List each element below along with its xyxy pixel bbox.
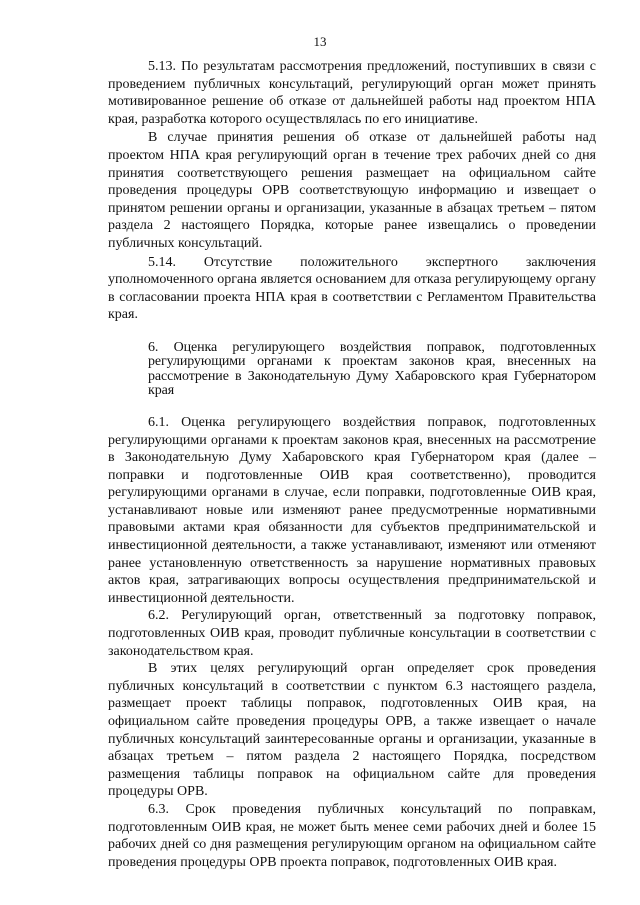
paragraph-6-1: 6.1. Оценка регулирующего воздействия поправок, подготовленных регулирующими органами к проектам законов края, внесенных на рассмотрение в Законодательную Думу Хабаровского края Губернатором края (далее – поправки и подготовленные ОИВ края соответственно), проводится регулирующими органами в случае, если поправки, подготовленные ОИВ края, устанавливают новые или изменяют ранее предусмотренные нормативными правовыми актами края обязанности для субъектов предпринимательской и инвестиционной деятельности, а также устанавливают, изменяют или отменяют ранее установленную ответственность за нарушение нормативных правовых актов края, затрагивающих вопросы осуществления предпринимательской и инвестиционной деятельности.	[108, 414, 596, 606]
page-number: 13	[313, 34, 327, 49]
paragraph-6-2-details: В этих целях регулирующий орган определяет срок проведения публичных консультаций в соответствии с пунктом 6.3 настоящего раздела, размещает проект таблицы поправок, подготовленных ОИВ края, на официальном сайте проведения процедуры ОРВ, а также извещает о начале публичных консультаций заинтересованные органы и организации, указанные в абзацах третьем – пятом раздела 2 настоящего Порядка, посредством размещения таблицы поправок на официальном сайте для проведения процедуры ОРВ.	[108, 661, 596, 800]
paragraph-6-2: 6.2. Регулирующий орган, ответственный за подготовку поправок, подготовленных ОИВ края, проводит публичные консультации в соответствии с законодательством края.	[108, 608, 596, 659]
paragraph-refusal-notice: В случае принятия решения об отказе от дальнейшей работы над проектом НПА края регулирующий орган в течение трех рабочих дней со дня принятия соответствующего решения размещает на официальном сайте проведения процедуры ОРВ соответствующую информацию и извещает о принятом решении органы и организации, указанные в абзацах третьем – пятом раздела 2 настоящего Порядка, которые ранее извещались о проведении публичных консультаций.	[108, 130, 596, 251]
paragraph-5-13: 5.13. По результатам рассмотрения предложений, поступивших в связи с проведением публичных консультаций, регулирующий орган может принять мотивированное решение об отказе от дальнейшей работы над проектом НПА края, разработка которого осуществлялась по его инициативе.	[108, 59, 596, 127]
document-body	[108, 58, 596, 871]
paragraph-5-14: 5.14. Отсутствие положительного экспертного заключения уполномоченного органа является основанием для отказа регулирующему органу в согласовании проекта НПА края в соответствии с Регламентом Правительства края.	[108, 254, 596, 323]
section-6-heading: 6. Оценка регулирующего воздействия поправок, подготовленных регулирующими органами к проектам законов края, внесенных на рассмотрение в Законодательную Думу Хабаровского края Губернатором края	[148, 339, 596, 399]
paragraph-6-3: 6.3. Срок проведения публичных консультаций по поправкам, подготовленным ОИВ края, не может быть менее семи рабочих дней и более 15 рабочих дней со дня размещения регулирующим органом на официальном сайте проведения процедуры ОРВ проекта поправок, подготовленных ОИВ края.	[108, 801, 596, 870]
